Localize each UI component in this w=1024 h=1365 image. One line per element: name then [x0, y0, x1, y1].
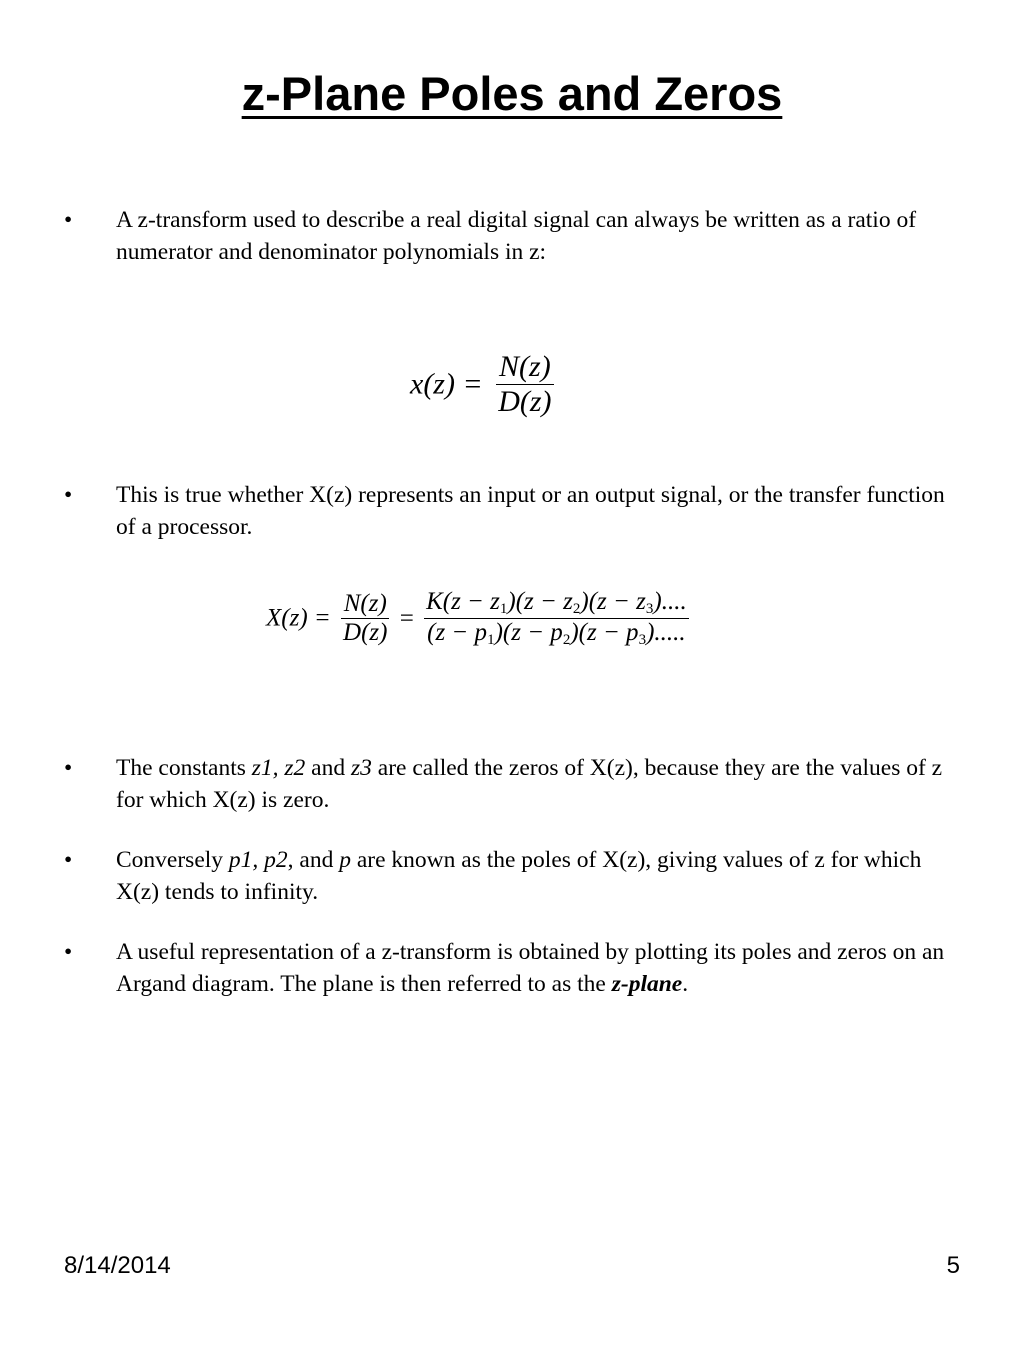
footer-date: 8/14/2014 [64, 1252, 171, 1279]
subscript: 3 [645, 601, 654, 617]
bullet-text [116, 752, 966, 816]
numerator: N(z) [343, 590, 387, 617]
subscript: 1 [499, 601, 508, 617]
denominator: D(z) [343, 619, 388, 646]
fraction-factored [424, 588, 689, 649]
subscript: 3 [638, 632, 647, 648]
equation-lhs: x(z) = [410, 367, 483, 401]
term: )..... [646, 619, 686, 646]
bullet-text [116, 936, 966, 1000]
bullet-text: This is true whether X(z) represents an input or an output signal, or the transfer function of a processor. [116, 482, 945, 540]
equals-sign: = [399, 604, 414, 632]
text-run: and [305, 755, 351, 781]
z-plane-term: z-plane [611, 971, 683, 997]
text-run: A useful representation of a z-transform is obtained by plotting its poles and zeros on an Argand diagram. The plane is then referred to as the [116, 939, 945, 997]
denominator: D(z) [498, 385, 552, 418]
bullet-marker: • [64, 939, 73, 965]
denominator-poles [424, 619, 689, 649]
term: )(z − p [494, 619, 563, 646]
text-run: are called the zeros of X(z), because they are the values of z for which X(z) is zero. [116, 755, 943, 813]
slide-title: z-Plane Poles and Zeros [241, 67, 783, 120]
text-run: The constants [116, 755, 252, 781]
bullet-marker: • [64, 755, 73, 781]
term: )(z − z [507, 588, 573, 615]
pole-symbol: p [339, 847, 351, 873]
subscript: 1 [487, 632, 495, 648]
term: )(z − p [570, 619, 639, 646]
term: (z − p [427, 619, 488, 646]
fraction [496, 350, 553, 419]
equation-ratio [410, 350, 554, 419]
term: ).... [653, 588, 687, 615]
text-run: are known as the poles of X(z), giving values of z for which X(z) tends to infinity. [116, 847, 922, 905]
numerator: N(z) [499, 350, 551, 383]
bullet-text: A z-transform used to describe a real digital signal can always be written as a ratio of numerator and denominator polynomials in z: [116, 207, 917, 265]
bullet-marker: • [64, 207, 73, 233]
equation-factored [266, 588, 689, 649]
equation-lhs: X(z) = [266, 604, 331, 632]
fraction [341, 590, 389, 647]
term: K(z − z [426, 588, 500, 615]
poles-symbols: p1, p2 [228, 847, 288, 873]
bullet-marker: • [64, 482, 73, 508]
text-run: Conversely [116, 847, 229, 873]
zero-symbol: z3 [350, 755, 372, 781]
bullet-marker: • [64, 847, 73, 873]
text-run: , and [287, 847, 340, 873]
footer-page-number: 5 [946, 1252, 960, 1279]
subscript: 2 [562, 632, 571, 648]
subscript: 2 [572, 601, 581, 617]
zeros-symbols: z1, z2 [251, 755, 306, 781]
bullet-text [116, 844, 966, 908]
text-run: . [682, 971, 689, 997]
numerator-zeros [424, 588, 689, 618]
term: )(z − z [580, 588, 646, 615]
